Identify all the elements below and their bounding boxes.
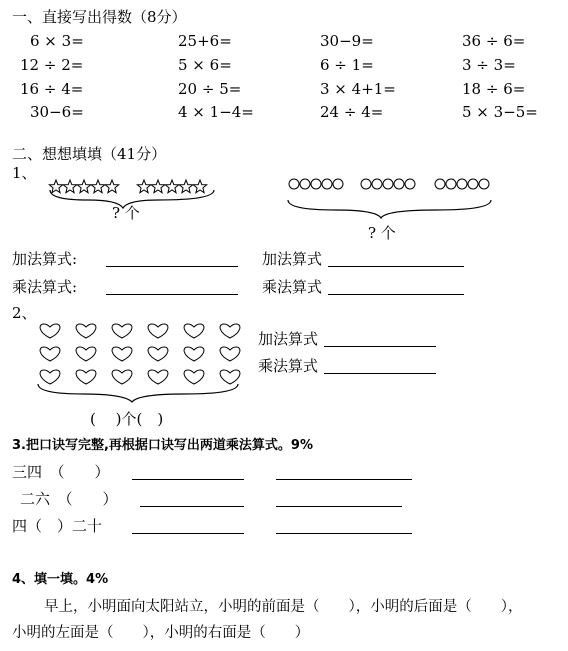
section3-row-1-line-a[interactable] (132, 479, 244, 480)
q2-mul-label: 乘法算式 (258, 357, 319, 375)
problem-6: 5 × 6= (178, 56, 232, 74)
problem-8: 3 ÷ 3= (462, 56, 516, 74)
circle-icon (405, 179, 415, 189)
heart-icon (220, 324, 240, 338)
problem-10: 20 ÷ 5= (178, 80, 242, 98)
problem-7: 6 ÷ 1= (320, 56, 374, 74)
circle-icon (457, 179, 467, 189)
section3-row-3-line-b[interactable] (276, 533, 412, 534)
section4-title: 4、填一填。4% (12, 572, 109, 587)
q1-right-count: ? 个 (368, 224, 396, 242)
section3-row-1: 三四 （ ） (12, 463, 110, 481)
problem-1: 6 × 3= (30, 32, 84, 50)
section3-row-3: 四（ ）二十 (12, 517, 103, 535)
heart-icon (112, 370, 132, 384)
section2-title: 二、想想填填（41分） (12, 145, 167, 163)
circle-icon (333, 179, 343, 189)
heart-icon (148, 347, 168, 361)
problem-12: 18 ÷ 6= (462, 80, 526, 98)
heart-icon (220, 370, 240, 384)
q1-mul-answer-line-right[interactable] (328, 294, 464, 295)
heart-icon (148, 324, 168, 338)
heart-icon (76, 347, 96, 361)
section3-row-2-line-a[interactable] (140, 506, 244, 507)
section4-line-1: 早上，小明面向太阳站立，小明的前面是（ ），小明的后面是（ ）， (44, 599, 523, 615)
section3-title: 3.把口诀写完整,再根据口诀写出两道乘法算式。9% (12, 438, 313, 453)
circle-icon (322, 179, 332, 189)
circle-icon (311, 179, 321, 189)
q1-mul-label: 乘法算式: (12, 278, 78, 296)
section3-row-2-line-b[interactable] (276, 506, 402, 507)
q2-number: 2、 (12, 304, 37, 322)
problem-2: 25+6= (178, 32, 232, 50)
problem-5: 12 ÷ 2= (20, 56, 84, 74)
heart-grid-figure (34, 318, 254, 418)
circle-icon (446, 179, 456, 189)
heart-icon (148, 370, 168, 384)
heart-icon (76, 370, 96, 384)
problem-13: 30−6= (30, 103, 84, 121)
problem-11: 3 × 4+1= (320, 80, 396, 98)
section1-title: 一、直接写出得数（8分） (12, 8, 187, 26)
heart-icon (40, 324, 60, 338)
heart-icon (112, 347, 132, 361)
heart-icon (76, 324, 96, 338)
problem-9: 16 ÷ 4= (20, 80, 84, 98)
brace-right (288, 200, 491, 218)
star-icon (165, 180, 178, 193)
q2-add-label: 加法算式 (258, 330, 319, 348)
heart-icon (40, 347, 60, 361)
star-icon (179, 180, 192, 193)
q1-mul-label-right: 乘法算式 (262, 278, 323, 296)
star-icon (91, 180, 104, 193)
circle-groups-figure (286, 176, 516, 216)
star-icon (137, 180, 150, 193)
circle-icon (300, 179, 310, 189)
star-icon (63, 180, 76, 193)
star-icon (193, 180, 206, 193)
circle-icon (289, 179, 299, 189)
circle-icon (468, 179, 478, 189)
q1-add-label-right: 加法算式 (262, 250, 323, 268)
heart-icon (184, 324, 204, 338)
q1-left-count: ? 个 (112, 204, 140, 222)
heart-icon (40, 370, 60, 384)
star-icon (77, 180, 90, 193)
circle-icon (435, 179, 445, 189)
problem-15: 24 ÷ 4= (320, 103, 384, 121)
heart-icon (112, 324, 132, 338)
problem-4: 36 ÷ 6= (462, 32, 526, 50)
section4-line-2: 小明的左面是（ ），小明的右面是（ ） (12, 625, 310, 641)
star-icon (151, 180, 164, 193)
q2-mul-answer-line[interactable] (324, 373, 436, 374)
section3-row-3-line-a[interactable] (132, 533, 244, 534)
circle-icon (361, 179, 371, 189)
q1-number: 1、 (12, 164, 37, 182)
circle-icon (394, 179, 404, 189)
heart-icon (184, 347, 204, 361)
problem-3: 30−9= (320, 32, 374, 50)
q1-add-answer-line-right[interactable] (328, 266, 464, 267)
section3-row-1-line-b[interactable] (276, 479, 412, 480)
q1-add-answer-line[interactable] (106, 266, 238, 267)
problem-14: 4 × 1−4= (178, 103, 254, 121)
q2-add-answer-line[interactable] (324, 346, 436, 347)
circle-icon (479, 179, 489, 189)
problem-16: 5 × 3−5= (462, 103, 538, 121)
heart-icon (184, 370, 204, 384)
star-icon (49, 180, 62, 193)
q2-count: ( )个( ) (90, 410, 164, 428)
q1-mul-answer-line[interactable] (106, 294, 238, 295)
circle-icon (383, 179, 393, 189)
section3-row-2: 二六 （ ） (20, 490, 118, 508)
q1-add-label: 加法算式: (12, 250, 78, 268)
heart-icon (220, 347, 240, 361)
circle-icon (372, 179, 382, 189)
brace-q2 (38, 384, 238, 402)
star-icon (105, 180, 118, 193)
